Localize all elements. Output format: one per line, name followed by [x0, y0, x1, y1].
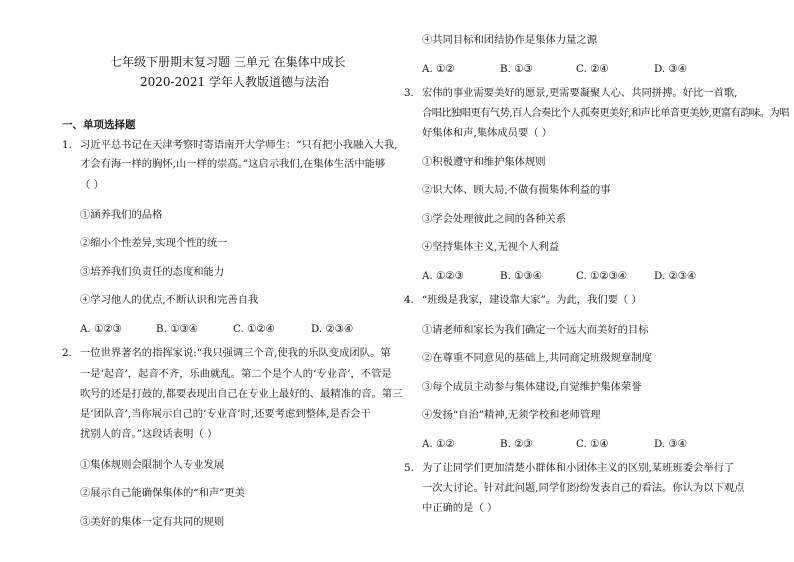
q3-options [422, 269, 696, 283]
q2-item: ②展示自己能确保集体的“和声”更美 [80, 487, 245, 499]
q1-option-b[interactable]: B. ①③④ [156, 323, 198, 335]
q4-item: ④发扬“自治”精神,无须学校和老师管理 [422, 409, 601, 421]
q3-stem-line: 宏伟的事业需要美好的愿景,更需要凝聚人心、共同拼搏。好比一首歌, [422, 87, 738, 99]
q4-stem-line: “班级是我家，建设靠大家”。为此，我们要（ ） [422, 294, 642, 306]
q1-item: ③培养我们负责任的态度和能力 [80, 266, 225, 278]
title-line-2: 2020-2021 学年人教版道德与法治 [140, 75, 329, 89]
q5-stem-line: 为了让同学们更加清楚小群体和小团体主义的区别,某班班委会举行了 [422, 462, 735, 474]
q2-options [422, 62, 687, 76]
q4-option-b[interactable]: B. ②③ [500, 438, 533, 450]
q5-stem-line: 一次大讨论。针对此问题,同学们纷纷发表自己的看法。你认为以下观点 [422, 482, 745, 494]
q5-number: 5. [404, 462, 414, 474]
q2-stem-line: 吹号的还是打鼓的,都要表现出自己在专业上最好的、最精准的音。第三 [80, 388, 403, 400]
section-heading: 一、单项选择题 [62, 119, 136, 131]
q3-option-d[interactable]: D. ②③④ [654, 270, 697, 282]
q1-option-d[interactable]: D. ②③④ [311, 323, 354, 335]
q4-item: ①请老师和家长为我们确定一个远大而美好的目标 [422, 324, 649, 336]
q1-number: 1. [62, 139, 72, 151]
q1-stem-line: 习近平总书记在天津考察时寄语南开大学师生：“只有把小我融入大我, [80, 139, 398, 151]
q3-option-a[interactable]: A. ①②③ [422, 270, 464, 282]
q1-item: ②缩小个性差异,实现个性的统一 [80, 237, 228, 249]
q1-item: ④学习他人的优点,不断认识和完善自我 [80, 294, 259, 306]
title-line-1: 七年级下册期末复习题 三单元 在集体中成长 [110, 55, 346, 69]
q4-option-a[interactable]: A. ①② [422, 438, 455, 450]
q2-item: ④共同目标和团结协作是集体力量之源 [422, 34, 598, 46]
q4-option-d[interactable]: D. ③④ [654, 438, 687, 450]
q3-option-b[interactable]: B. ①③④ [500, 270, 542, 282]
q2-option-a[interactable]: A. ①② [422, 63, 455, 75]
q3-item: ②识大体、顾大局,不做有损集体利益的事 [422, 184, 611, 196]
q2-stem-line: 是‘团队音’,当你展示自己的‘专业音’时,还要考虑到整体,是否会干 [80, 408, 371, 420]
q3-item: ①积极遵守和维护集体规则 [422, 156, 546, 168]
q4-item: ③每个成员主动参与集体建设,自觉维护集体荣誉 [422, 381, 642, 393]
q2-stem-line: 一是‘起音’，起音不齐，乐曲就乱。第二个是个人的‘专业音’，不管是 [80, 368, 392, 380]
q3-number: 3. [404, 87, 414, 99]
q1-options [80, 322, 353, 336]
q2-number: 2. [62, 347, 72, 359]
q1-stem-line: 才会有海一样的胸怀,山一样的崇高。”这启示我们,在集体生活中能够 [80, 158, 386, 170]
q2-option-d[interactable]: D. ③④ [654, 63, 687, 75]
q2-option-b[interactable]: B. ①③ [500, 63, 533, 75]
q2-stem-line: 一位世界著名的指挥家说:“我只强调三个音,使我的乐队变成团队。第 [80, 347, 391, 359]
q3-stem-line: 合唱比独唱更有气势,百人合奏比个人孤奏更美好,和声比单音更美妙,更富有韵味。为唱 [422, 107, 789, 119]
q4-number: 4. [404, 294, 414, 306]
q3-item: ④坚持集体主义,无视个人利益 [422, 241, 560, 253]
q2-item: ①集体规则会限制个人专业发展 [80, 459, 225, 471]
q1-item: ①涵养我们的品格 [80, 209, 163, 221]
q5-stem-line: 中正确的是（ ） [422, 502, 498, 514]
q4-item: ②在尊重不同意见的基础上,共同商定班级规章制度 [422, 352, 652, 364]
q2-item: ③美好的集体一定有共同的规则 [80, 516, 225, 528]
q2-stem-line: 扰别人的音。”这段话表明（ ） [80, 428, 218, 440]
q4-options [422, 437, 687, 451]
q1-option-c[interactable]: C. ①②④ [233, 323, 275, 335]
q2-option-c[interactable]: C. ②④ [576, 63, 609, 75]
q1-stem-line: （ ） [80, 179, 104, 191]
q3-item: ③学会处理彼此之间的各种关系 [422, 213, 567, 225]
q3-option-c[interactable]: C. ①②③④ [576, 270, 627, 282]
q3-stem-line: 好集体和声,集体成员要（ ） [422, 127, 553, 139]
q4-option-c[interactable]: C. ①④ [576, 438, 609, 450]
q1-option-a[interactable]: A. ①②③ [80, 323, 122, 335]
